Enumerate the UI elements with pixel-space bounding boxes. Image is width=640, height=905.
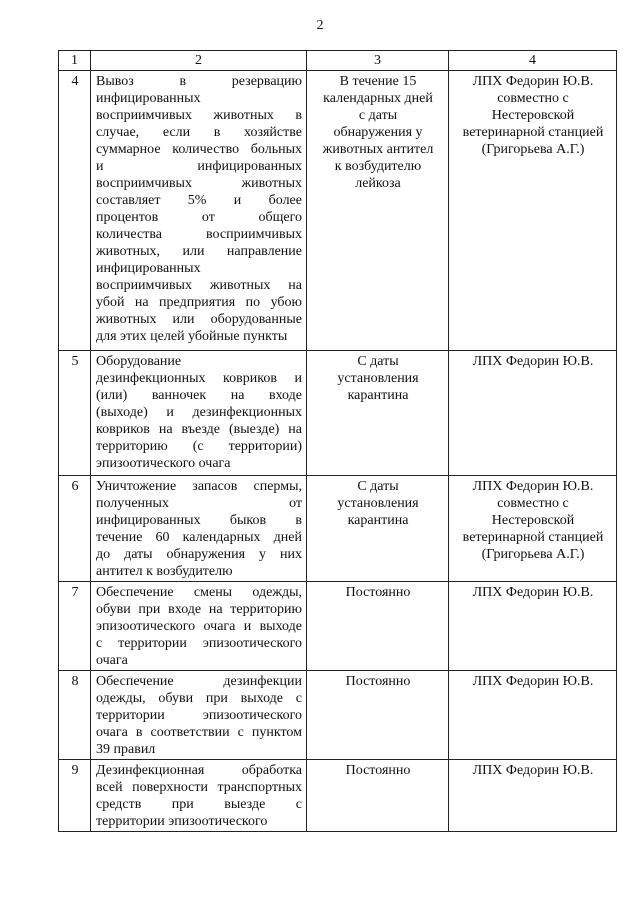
measure-cell-line: (или) ванночек на входе xyxy=(96,388,302,403)
responsible-cell-line: ЛПХ Федорин Ю.В. xyxy=(472,479,594,494)
measure-cell-line: инфицированных быков в xyxy=(96,513,302,528)
measure-cell-line: очага xyxy=(96,653,128,668)
column-number-3: 3 xyxy=(307,51,449,71)
measures-table xyxy=(58,50,617,832)
table-row xyxy=(59,71,617,351)
measure-cell-line: для этих целей убойные пункты xyxy=(96,329,288,344)
measure-cell-line: убой на предприятия по убою xyxy=(96,295,302,310)
measure-cell-line: всей поверхности транспортных xyxy=(96,780,302,795)
responsible-cell-line: ЛПХ Федорин Ю.В. xyxy=(472,74,594,89)
term-cell xyxy=(307,760,449,832)
term-cell-line: карантина xyxy=(347,388,409,403)
term-cell-line: к возбудителю xyxy=(334,159,422,174)
responsible-cell-line: совместно с xyxy=(497,496,569,511)
table-row xyxy=(59,476,617,582)
responsible-cell-line: ветеринарной станцией xyxy=(462,125,604,140)
measure-cell xyxy=(91,671,307,760)
measure-cell-line: Оборудование xyxy=(96,354,182,369)
term-cell xyxy=(307,71,449,351)
measure-cell-line: процентов от общего xyxy=(96,210,302,225)
term-cell-line: В течение 15 xyxy=(339,74,417,89)
responsible-cell-line: ЛПХ Федорин Ю.В. xyxy=(472,763,594,778)
measure-cell-line: восприимчивых животных на xyxy=(96,278,302,293)
row-number: 4 xyxy=(59,71,91,351)
measure-cell-line: суммарное количество больных xyxy=(96,142,302,157)
term-cell-line: Постоянно xyxy=(345,674,411,689)
measure-cell-line: 39 правил xyxy=(96,742,156,757)
measure-cell-line: Вывоз в резервацию xyxy=(96,74,302,89)
measure-cell-line: антител к возбудителю xyxy=(96,564,233,579)
measure-cell-line: с территории эпизоотического xyxy=(96,636,302,651)
responsible-cell-line: (Григорьева А.Г.) xyxy=(481,547,585,562)
responsible-cell xyxy=(449,476,617,582)
responsible-cell xyxy=(449,71,617,351)
responsible-cell-line: ЛПХ Федорин Ю.В. xyxy=(472,585,594,600)
measure-cell-line: территории эпизоотического xyxy=(96,814,268,829)
measure-cell-line: ковриков на въезде (выезде) на xyxy=(96,422,302,437)
measure-cell xyxy=(91,582,307,671)
measure-cell-line: Дезинфекционная обработка xyxy=(96,763,302,778)
measure-cell-line: случае, если в хозяйстве xyxy=(96,125,302,140)
measure-cell-line: эпизоотического очага xyxy=(96,456,231,471)
measure-cell-line: животных, или направление xyxy=(96,244,302,259)
measure-cell-line: очага в соответствии с пунктом xyxy=(96,725,302,740)
measure-cell-line: средств при выезде с xyxy=(96,797,302,812)
term-cell xyxy=(307,476,449,582)
measure-cell-line: восприимчивых животных xyxy=(96,176,302,191)
table-body xyxy=(59,51,617,832)
term-cell-line: карантина xyxy=(347,513,409,528)
term-cell-line: календарных дней xyxy=(323,91,433,106)
measure-cell-line: до даты обнаружения у них xyxy=(96,547,302,562)
measure-cell-line: (выходе) и дезинфекционных xyxy=(96,405,302,420)
measure-cell-line: Уничтожение запасов спермы, xyxy=(96,479,302,494)
responsible-cell xyxy=(449,760,617,832)
table-row xyxy=(59,582,617,671)
term-cell xyxy=(307,582,449,671)
column-number-1: 1 xyxy=(59,51,91,71)
term-cell-line: Постоянно xyxy=(345,763,411,778)
measure-cell-line: эпизоотического очага и выходе xyxy=(96,619,302,634)
row-number: 8 xyxy=(59,671,91,760)
column-number-row xyxy=(59,51,617,71)
measure-cell-line: восприимчивых животных в xyxy=(96,108,302,123)
term-cell-line: животных антител xyxy=(322,142,434,157)
measure-cell-line: дезинфекционных ковриков и xyxy=(96,371,302,386)
row-number: 6 xyxy=(59,476,91,582)
responsible-cell xyxy=(449,351,617,476)
responsible-cell-line: (Григорьева А.Г.) xyxy=(481,142,585,157)
measure-cell-line: количества восприимчивых xyxy=(96,227,302,242)
measure-cell-line: инфицированных xyxy=(96,261,201,276)
measure-cell-line: составляет 5% и более xyxy=(96,193,302,208)
term-cell-line: установления xyxy=(337,371,419,386)
responsible-cell xyxy=(449,671,617,760)
term-cell-line: обнаружения у xyxy=(333,125,423,140)
term-cell-line: установления xyxy=(337,496,419,511)
responsible-cell-line: ЛПХ Федорин Ю.В. xyxy=(472,674,594,689)
table-row xyxy=(59,351,617,476)
measure-cell xyxy=(91,760,307,832)
measure-cell-line: Обеспечение смены одежды, xyxy=(96,585,302,600)
term-cell-line: с даты xyxy=(358,108,398,123)
measure-cell-line: территорию (с территории) xyxy=(96,439,302,454)
row-number: 9 xyxy=(59,760,91,832)
measure-cell-line: обуви при входе на территорию xyxy=(96,602,302,617)
measure-cell xyxy=(91,476,307,582)
measure-cell-line: территории эпизоотического xyxy=(96,708,302,723)
row-number: 7 xyxy=(59,582,91,671)
term-cell xyxy=(307,351,449,476)
measure-cell-line: Обеспечение дезинфекции xyxy=(96,674,302,689)
term-cell-line: лейкоза xyxy=(355,176,401,191)
responsible-cell-line: совместно с xyxy=(497,91,569,106)
measure-cell-line: и инфицированных xyxy=(96,159,302,174)
measure-cell xyxy=(91,351,307,476)
table-row xyxy=(59,671,617,760)
term-cell-line: С даты xyxy=(357,354,399,369)
responsible-cell-line: ветеринарной станцией xyxy=(462,530,604,545)
table-row xyxy=(59,760,617,832)
responsible-cell xyxy=(449,582,617,671)
column-number-2: 2 xyxy=(91,51,307,71)
responsible-cell-line: Нестеровской xyxy=(491,108,575,123)
term-cell-line: С даты xyxy=(357,479,399,494)
measure-cell-line: животных или оборудованные xyxy=(96,312,302,327)
measure-cell-line: течение 60 календарных дней xyxy=(96,530,302,545)
row-number: 5 xyxy=(59,351,91,476)
page-number: 2 xyxy=(316,18,324,33)
measure-cell-line: инфицированных xyxy=(96,91,201,106)
column-number-4: 4 xyxy=(449,51,617,71)
term-cell-line: Постоянно xyxy=(345,585,411,600)
term-cell xyxy=(307,671,449,760)
measure-cell xyxy=(91,71,307,351)
responsible-cell-line: ЛПХ Федорин Ю.В. xyxy=(472,354,594,369)
responsible-cell-line: Нестеровской xyxy=(491,513,575,528)
measure-cell-line: одежды, обуви при выходе с xyxy=(96,691,302,706)
measure-cell-line: полученных от xyxy=(96,496,302,511)
